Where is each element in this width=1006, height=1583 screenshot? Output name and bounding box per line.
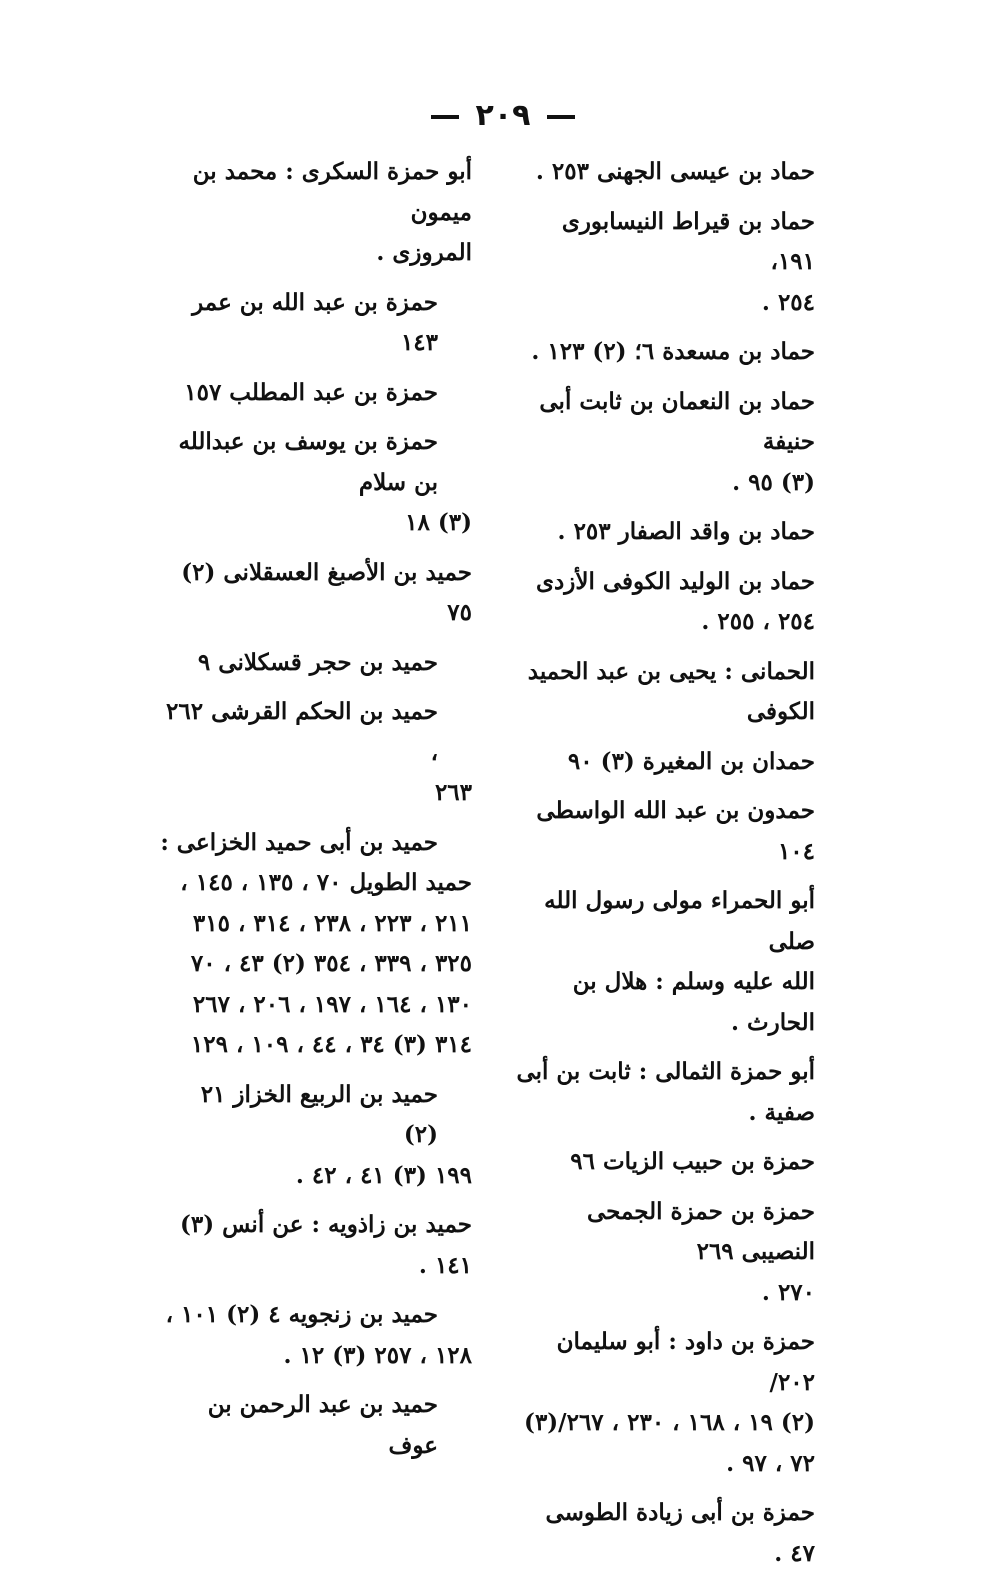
index-entry [160, 1205, 472, 1286]
entry-heading-line: حمزة بن حبيب الزيات ٩٦ [570, 1148, 815, 1175]
index-entry [515, 332, 815, 373]
entry-continuation-line: ٧٢ ، ٩٧ . [726, 1449, 815, 1477]
entry-heading-line: الحمانى : يحيى بن عبد الحميد الكوفى [527, 657, 815, 725]
index-entry [160, 643, 472, 684]
entry-continuation-line: ٢٦٣ [434, 779, 472, 806]
entry-heading-line: حميد بن أبى حميد الخزاعى : [160, 828, 438, 856]
index-entry [515, 791, 815, 872]
entry-heading-line: حماد بن الوليد الكوفى الأزدى [535, 567, 815, 595]
entry-continuation-line: ٣٢٥ ، ٣٣٩ ، ٣٥٤ (٢) ٤٣ ، ٧٠ [190, 950, 472, 977]
entry-heading-line: أبو حمزة السكرى : محمد بن ميمون [192, 158, 472, 226]
index-column-right [515, 152, 815, 1583]
entry-heading-line: حميد بن زنجويه ٤ (٢) ١٠١ ، [165, 1301, 438, 1328]
entry-heading-line: حميد بن الحكم القرشى ٢٦٢ ، [166, 698, 438, 766]
entry-continuation-line: ٢٥٤ ، ٢٥٥ . [701, 608, 815, 635]
index-entry [160, 283, 472, 364]
entry-continuation-line: ٧٥ [447, 599, 472, 626]
index-entry [515, 1142, 815, 1183]
index-entry [515, 1322, 815, 1484]
index-entry [160, 692, 472, 814]
index-entry [515, 1192, 815, 1314]
index-entry [160, 1385, 472, 1466]
index-entry [515, 881, 815, 1043]
index-entry [515, 1052, 815, 1133]
entry-continuation-line: (٣) ٩٥ . [732, 468, 815, 496]
entry-continuation-line: الله عليه وسلم : هلال بن الحارث . [572, 968, 815, 1036]
index-entry [160, 373, 472, 414]
entry-heading-line: حميد بن الربيع الخزاز ٢١ (٢) [200, 1080, 438, 1148]
index-entry [515, 742, 815, 783]
page-number-dash-left [431, 115, 459, 119]
entry-continuation-line: ١٣٠ ، ١٦٤ ، ١٩٧ ، ٢٠٦ ، ٢٦٧ [192, 990, 472, 1018]
entry-heading-line: حماد بن واقد الصفار ٢٥٣ . [557, 518, 815, 545]
index-entry [515, 652, 815, 733]
index-entry [160, 1295, 472, 1376]
entry-heading-line: أبو الحمراء مولى رسول الله صلى [544, 887, 815, 955]
entry-heading-line: حمدان بن المغيرة (٣) ٩٠ [567, 747, 815, 775]
page-number [0, 98, 1006, 133]
entry-heading-line: حمزة بن حمزة الجمحى النصيبى ٢٦٩ [586, 1197, 815, 1265]
entry-continuation-line: ٣١٤ (٣) ٣٤ ، ٤٤ ، ١٠٩ ، ١٢٩ [190, 1031, 472, 1058]
page-number-dash-right [547, 115, 575, 119]
index-entry [160, 152, 472, 274]
index-entry [515, 562, 815, 643]
index-entry [160, 1075, 472, 1197]
entry-continuation-line: (٢) ١٩ ، ١٦٨ ، ٢٣٠ ، ٢٦٧/(٣) [524, 1409, 815, 1436]
entry-heading-line: حماد بن مسعدة ٦؛ (٢) ١٢٣ . [531, 338, 815, 365]
entry-heading-line: حمزة بن يوسف بن عبدالله بن سلام [178, 428, 438, 496]
entry-continuation-line: ١٤١ . [418, 1251, 472, 1279]
index-column-left [160, 152, 472, 1475]
entry-heading-line: حماد بن عيسى الجهنى ٢٥٣ . [535, 158, 815, 185]
entry-continuation-line: صفية . [748, 1098, 815, 1126]
entry-continuation-line: ٢٥٤ . [761, 288, 815, 316]
entry-continuation-line: ١٢٨ ، ٢٥٧ (٣) ١٢ . [283, 1341, 472, 1369]
entry-continuation-line: ٢١١ ، ٢٢٣ ، ٢٣٨ ، ٣١٤ ، ٣١٥ [192, 909, 472, 937]
index-entry [160, 823, 472, 1066]
index-entry [515, 202, 815, 324]
page-number-text: ٢٠٩ [475, 98, 531, 133]
entry-heading-line: حماد بن النعمان بن ثابت أبى حنيفة [539, 387, 815, 455]
entry-heading-line: حمدون بن عبد الله الواسطى ١٠٤ [536, 797, 815, 865]
entry-heading-line: حمزة بن عبد المطلب ١٥٧ [184, 378, 438, 406]
index-entry [515, 152, 815, 193]
index-entry [160, 553, 472, 634]
entry-heading-line: حميد بن زاذويه : عن أنس (٣) [179, 1211, 472, 1238]
entry-heading-line: حميد بن حجر قسكلانى ٩ [197, 648, 438, 676]
entry-continuation-line: المروزى . [376, 239, 472, 266]
entry-continuation-line: حميد الطويل ٧٠ ، ١٣٥ ، ١٤٥ ، [180, 869, 472, 896]
entry-heading-line: حميد بن عبد الرحمن بن عوف [207, 1391, 438, 1459]
entry-continuation-line: (٣) ١٨ [405, 509, 472, 536]
index-entry [160, 422, 472, 544]
entry-heading-line: حميد بن الأصبغ العسقلانى (٢) [181, 558, 472, 586]
index-entry [515, 512, 815, 553]
entry-heading-line: حماد بن قيراط النيسابورى ١٩١، [561, 207, 815, 275]
entry-heading-line: أبو حمزة الثمالى : ثابت بن أبى [516, 1058, 815, 1085]
index-entry [515, 1493, 815, 1574]
entry-continuation-line: ١٩٩ (٣) ٤١ ، ٤٢ . [295, 1161, 472, 1189]
entry-heading-line: حمزة بن عبد الله بن عمر ١٤٣ [192, 288, 438, 356]
entry-heading-line: حمزة بن أبى زيادة الطوسى ٤٧ . [545, 1499, 815, 1567]
index-entry [515, 382, 815, 504]
entry-continuation-line: ٢٧٠ . [761, 1278, 815, 1306]
entry-heading-line: حمزة بن داود : أبو سليمان ٢٠٢/ [556, 1328, 815, 1396]
